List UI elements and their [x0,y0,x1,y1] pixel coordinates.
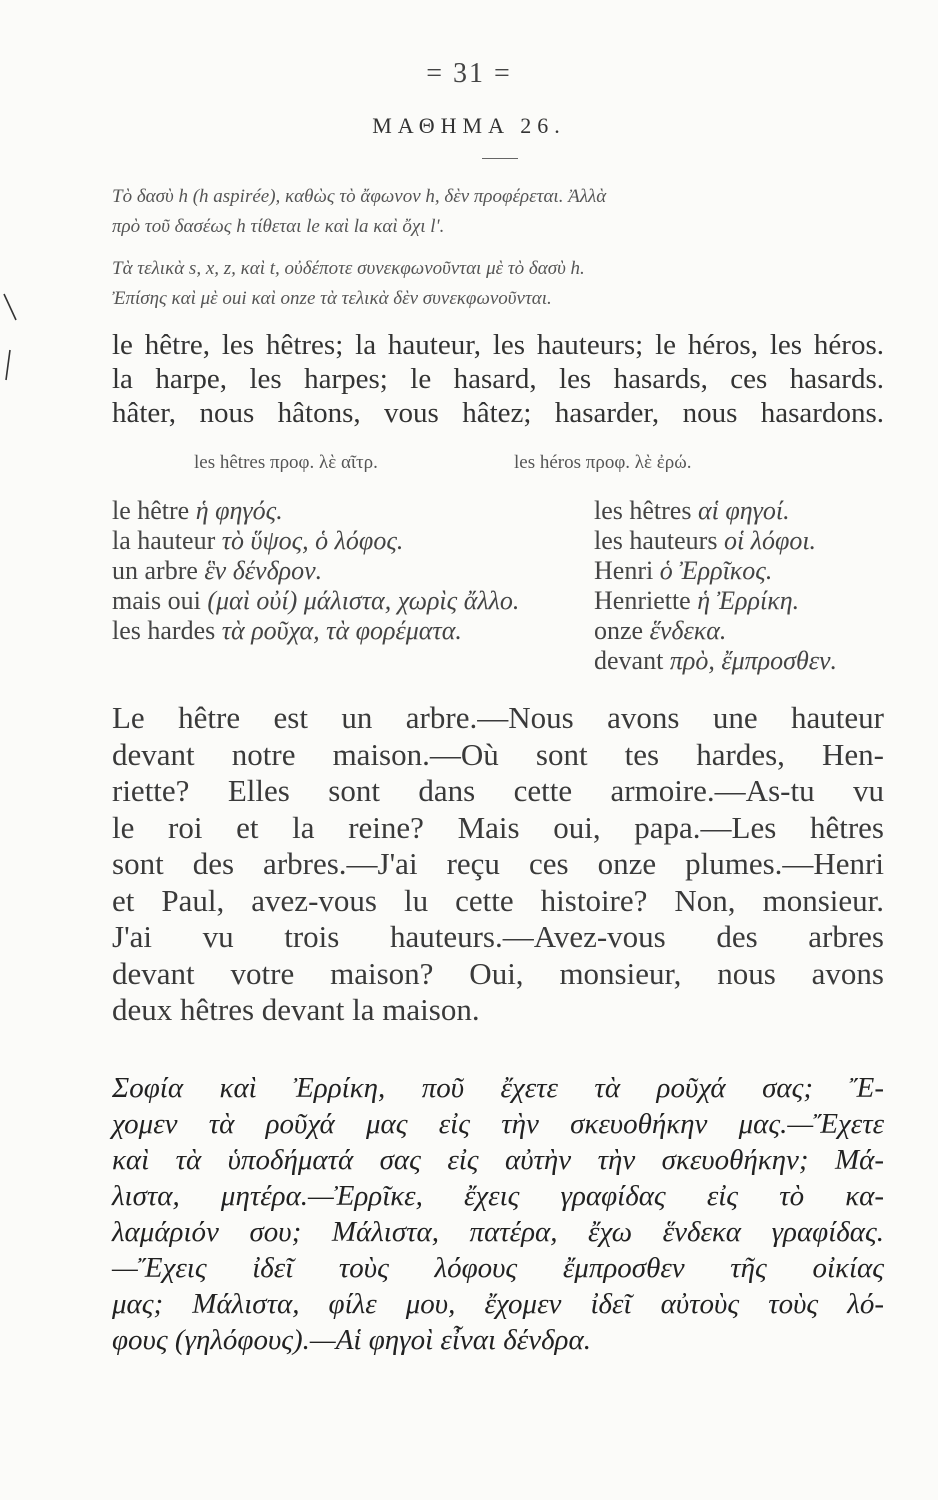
grammar-note-line: Ἐπίσης καὶ μὲ oui καὶ onze τὰ τελικὰ δὲν συνεκφωνοῦνται. [112,288,552,309]
vocab-greek: τὸ ὕψος, ὁ λόφος. [221,526,404,555]
vocab-greek: ἕνδεκα. [649,616,727,645]
paragraph-line: Le hêtre est un arbre.—Nous avons une hauteur [112,700,884,735]
french-reading-paragraph [112,700,884,1029]
margin-pencil-mark [2,292,20,382]
paragraph-line: riette? Elles sont dans cette armoire.—As-tu vu [112,773,884,808]
vocab-french: devant [594,646,664,675]
vocab-row [112,556,884,586]
paragraph-line: καὶ τὰ ὑποδήματά σας εἰς αὐτὴν τὴν σκευοθήκην; Μά- [112,1144,884,1176]
grammar-note-line: πρὸ τοῦ δασέως h τίθεται le καὶ la καὶ ὄχι l'. [112,216,445,237]
vocab-french: les hauteurs [594,526,718,555]
vocab-french: les hardes [112,616,216,645]
paragraph-line: —Ἔχεις ἰδεῖ τοὺς λόφους ἔμπροσθεν τῆς οἰκίας [112,1252,884,1284]
vocab-french: onze [594,616,644,645]
pronunciation-right: les héros προφ. λὲ ἐρώ. [514,452,692,473]
paragraph-line: sont des arbres.—J'ai reçu ces onze plumes.—Henri [112,846,884,881]
paragraph-line: λαμάριόν σου; Μάλιστα, πατέρα, ἔχω ἕνδεκα γραφίδας. [112,1216,884,1248]
vocab-greek: ὁ Ἐρρῖκος. [659,556,773,585]
paragraph-line: devant votre maison? Oui, monsieur, nous avons [112,955,884,991]
vocab-greek: οἱ λόφοι. [723,526,817,555]
page-number: = 31 = [426,58,512,89]
example-line: la harpe, les harpes; le hasard, les hasards, ces hasards. [112,363,884,395]
grammar-note-line: Τὸ δασὺ h (h aspirée), καθὼς τὸ ἄφωνον h, δὲν προφέρεται. Ἀλλὰ [112,186,607,207]
vocab-greek: ἡ Ἐρρίκη. [697,586,800,615]
paragraph-line: et Paul, avez-vous lu cette histoire? Non, monsieur. [112,882,884,918]
paragraph-line: μας; Μάλιστα, φίλε μου, ἔχομεν ἰδεῖ αὐτοὺς τοὺς λό- [112,1288,884,1320]
vocab-french: mais oui [112,586,201,615]
vocab-french: la hauteur [112,526,216,555]
paragraph-line: χομεν τὰ ροῦχά μας εἰς τὴν σκευοθήκην μας.—Ἔχετε [112,1108,884,1140]
pronunciation-left: les hêtres προφ. λὲ αῖτρ. [194,452,378,473]
paragraph-line: φους (γηλόφους).—Αἱ φηγοὶ εἶναι δένδρα. [112,1324,591,1356]
paragraph-line: le roi et la reine? Mais oui, papa.—Les hêtres [112,809,884,845]
lesson-title: ΜΑΘΗΜΑ 26. [372,113,566,138]
paragraph-line: λιστα, μητέρα.—Ἐρρῖκε, ἔχεις γραφίδας εἰς τὸ κα- [112,1180,884,1212]
vocab-row [112,586,884,616]
greek-reading-paragraph [112,1070,884,1358]
vocab-french: Henri [594,556,654,585]
vocab-row [112,496,884,526]
vocab-row [112,646,884,676]
vocab-greek: αἱ φηγοί. [697,496,790,525]
vocab-greek: ἡ φηγός. [195,496,283,525]
title-divider [482,158,518,159]
vocab-row [112,616,884,646]
paragraph-line: Σοφία καὶ Ἐρρίκη, ποῦ ἔχετε τὰ ροῦχά σας; Ἔ- [112,1072,884,1104]
vocab-greek: (μαὶ οὐί) μάλιστα, χωρὶς ἄλλο. [207,586,520,615]
vocab-french: Henriette [594,586,691,615]
vocab-french: un arbre [112,556,198,585]
grammar-note-line: Τὰ τελικὰ s, x, z, καὶ t, οὐδέποτε συνεκφωνοῦνται μὲ τὸ δασὺ h. [112,258,585,279]
paragraph-line: J'ai vu trois hauteurs.—Avez-vous des arbres [112,919,884,954]
vocab-french: les hêtres [594,496,692,525]
vocab-french: le hêtre [112,496,190,525]
paragraph-line: deux hêtres devant la maison. [112,992,480,1027]
vocab-row [112,526,884,556]
example-line: le hêtre, les hêtres; la hauteur, les hauteurs; le héros, les héros. [112,329,884,361]
vocab-greek: ἓν δένδρον. [204,556,323,585]
vocab-greek: τὰ ροῦχα, τὰ φορέματα. [221,616,462,645]
paragraph-line: devant notre maison.—Où sont tes hardes, Hen- [112,736,884,772]
example-line: hâter, nous hâtons, vous hâtez; hasarder, nous hasardons. [112,397,884,429]
vocab-greek: πρὸ, ἔμπροσθεν. [669,646,837,675]
